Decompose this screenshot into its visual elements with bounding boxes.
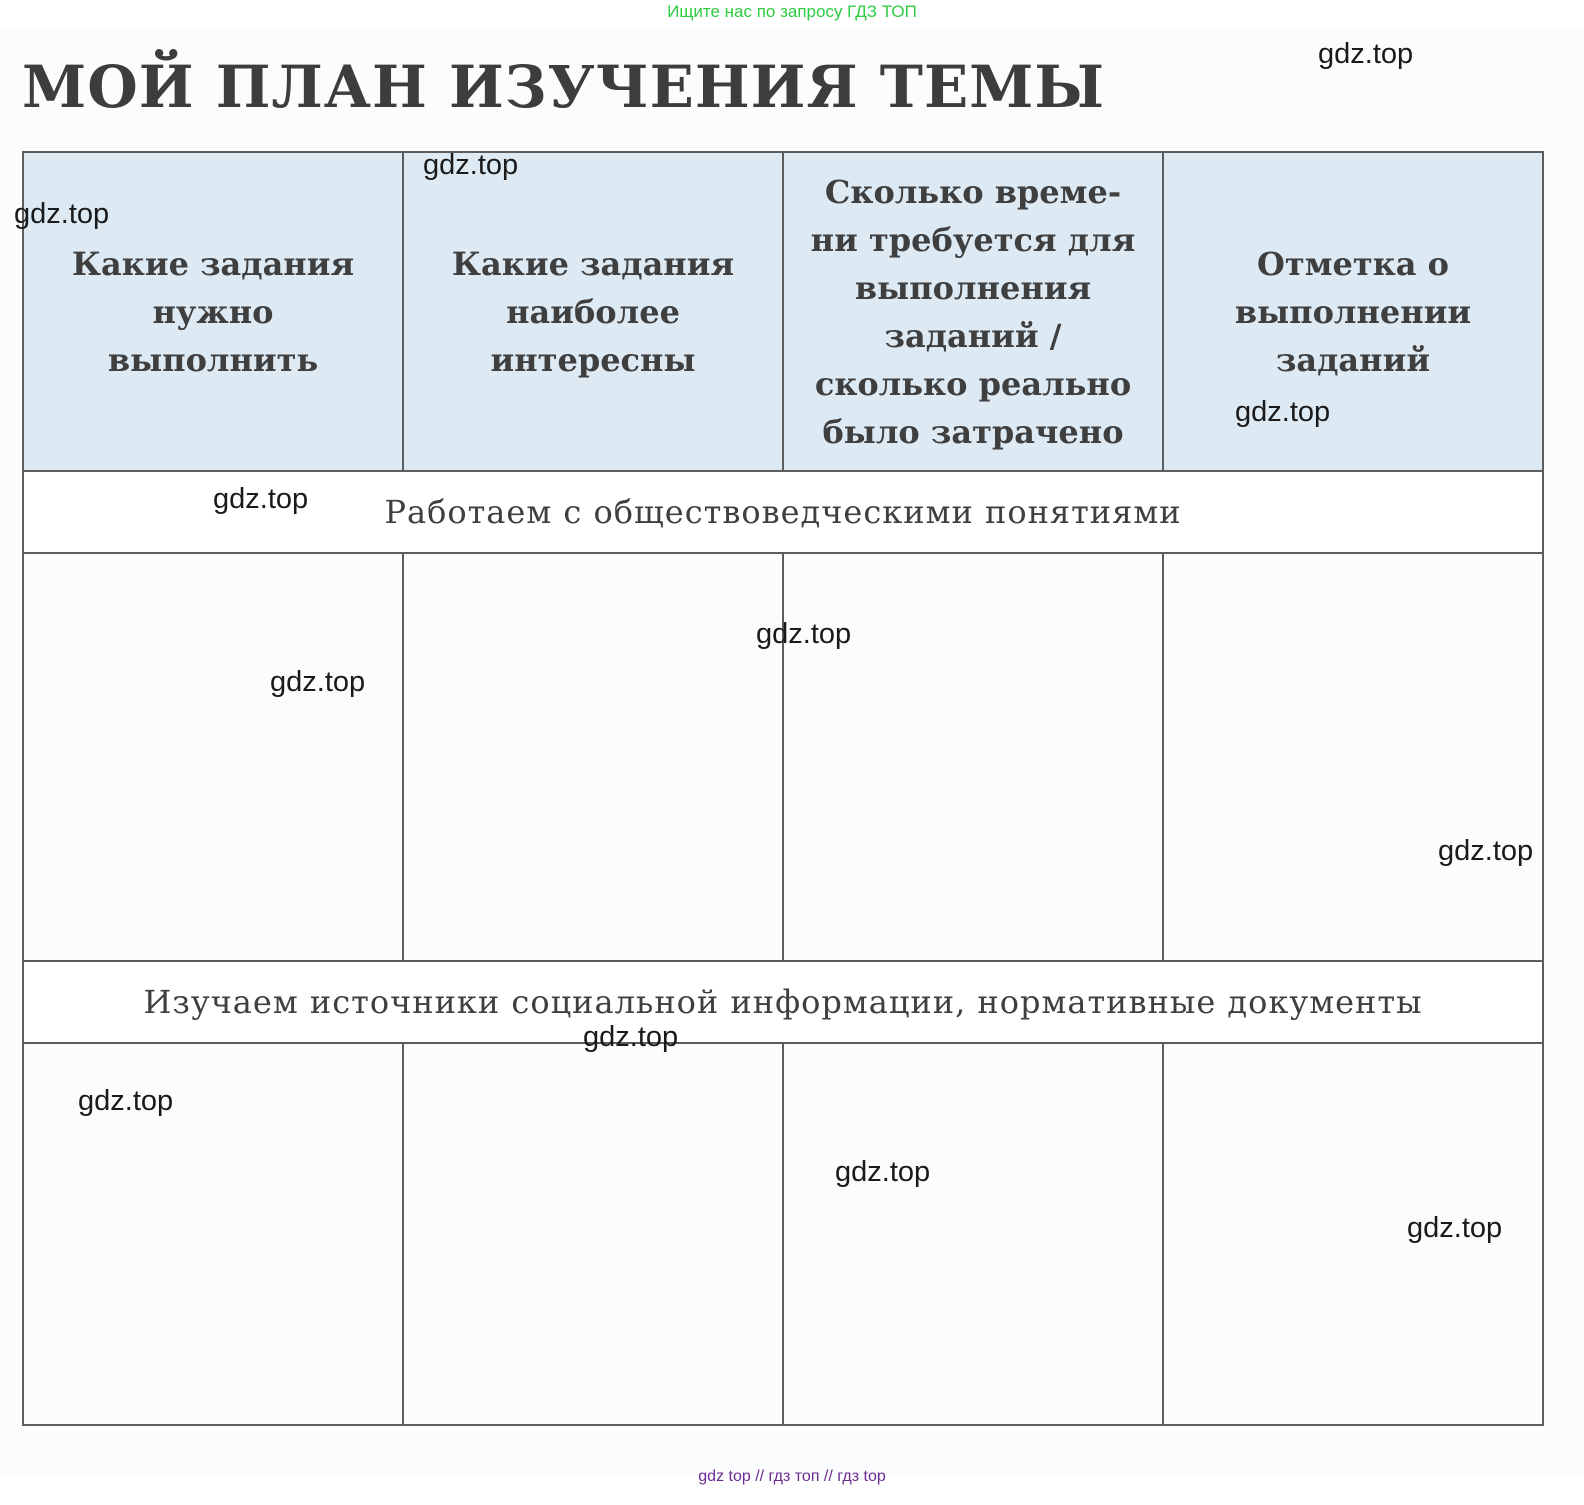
header-completion-mark [1163,152,1543,471]
watermark: gdz.top [756,618,852,650]
study-plan-table [22,151,1544,1426]
section-concepts: Работаем с обществоведческими понятиями [23,471,1543,553]
watermark: gdz.top [213,483,309,515]
watermark: gdz.top [270,666,366,698]
header-time-required-label: Сколько време-ни требуется для выполнения заданий / сколько реально было затрачено [810,172,1136,451]
search-hint-banner: Ищите нас по запросу ГДЗ ТОП [667,2,917,21]
section-row-sources [23,961,1543,1043]
watermark: gdz.top [1438,835,1534,867]
header-interesting-tasks-label: Какие задания наиболее интересны [451,244,735,379]
blank-cell[interactable] [403,1043,783,1425]
watermark: gdz.top [835,1156,931,1188]
watermark: gdz.top [583,1021,679,1053]
blank-cell[interactable] [1163,553,1543,961]
header-tasks-to-do-label: Какие задания нужно выполнить [71,244,355,379]
header-interesting-tasks [403,149,783,471]
blank-cell[interactable] [783,553,1163,961]
blank-row-concepts [23,553,1543,961]
blank-cell[interactable] [23,553,403,961]
watermark: gdz.top [14,198,110,230]
blank-row-sources [23,1043,1543,1425]
watermark: gdz.top [1407,1212,1503,1244]
watermark: gdz.top [423,149,519,181]
watermark: gdz.top [1235,396,1331,428]
watermark: gdz.top [78,1085,174,1117]
section-sources: Изучаем источники социальной информации, нормативные документы [23,961,1543,1043]
page-title: МОЙ ПЛАН ИЗУЧЕНИЯ ТЕМЫ [22,53,1106,121]
footer-banner: gdz top // гдз топ // гдз top [698,1468,886,1485]
header-time-required [783,152,1163,471]
watermark: gdz.top [1318,38,1414,70]
blank-cell[interactable] [403,553,783,961]
header-completion-mark-label: Отметка о выполнении заданий [1234,244,1472,379]
blank-cell[interactable] [783,1043,1163,1425]
